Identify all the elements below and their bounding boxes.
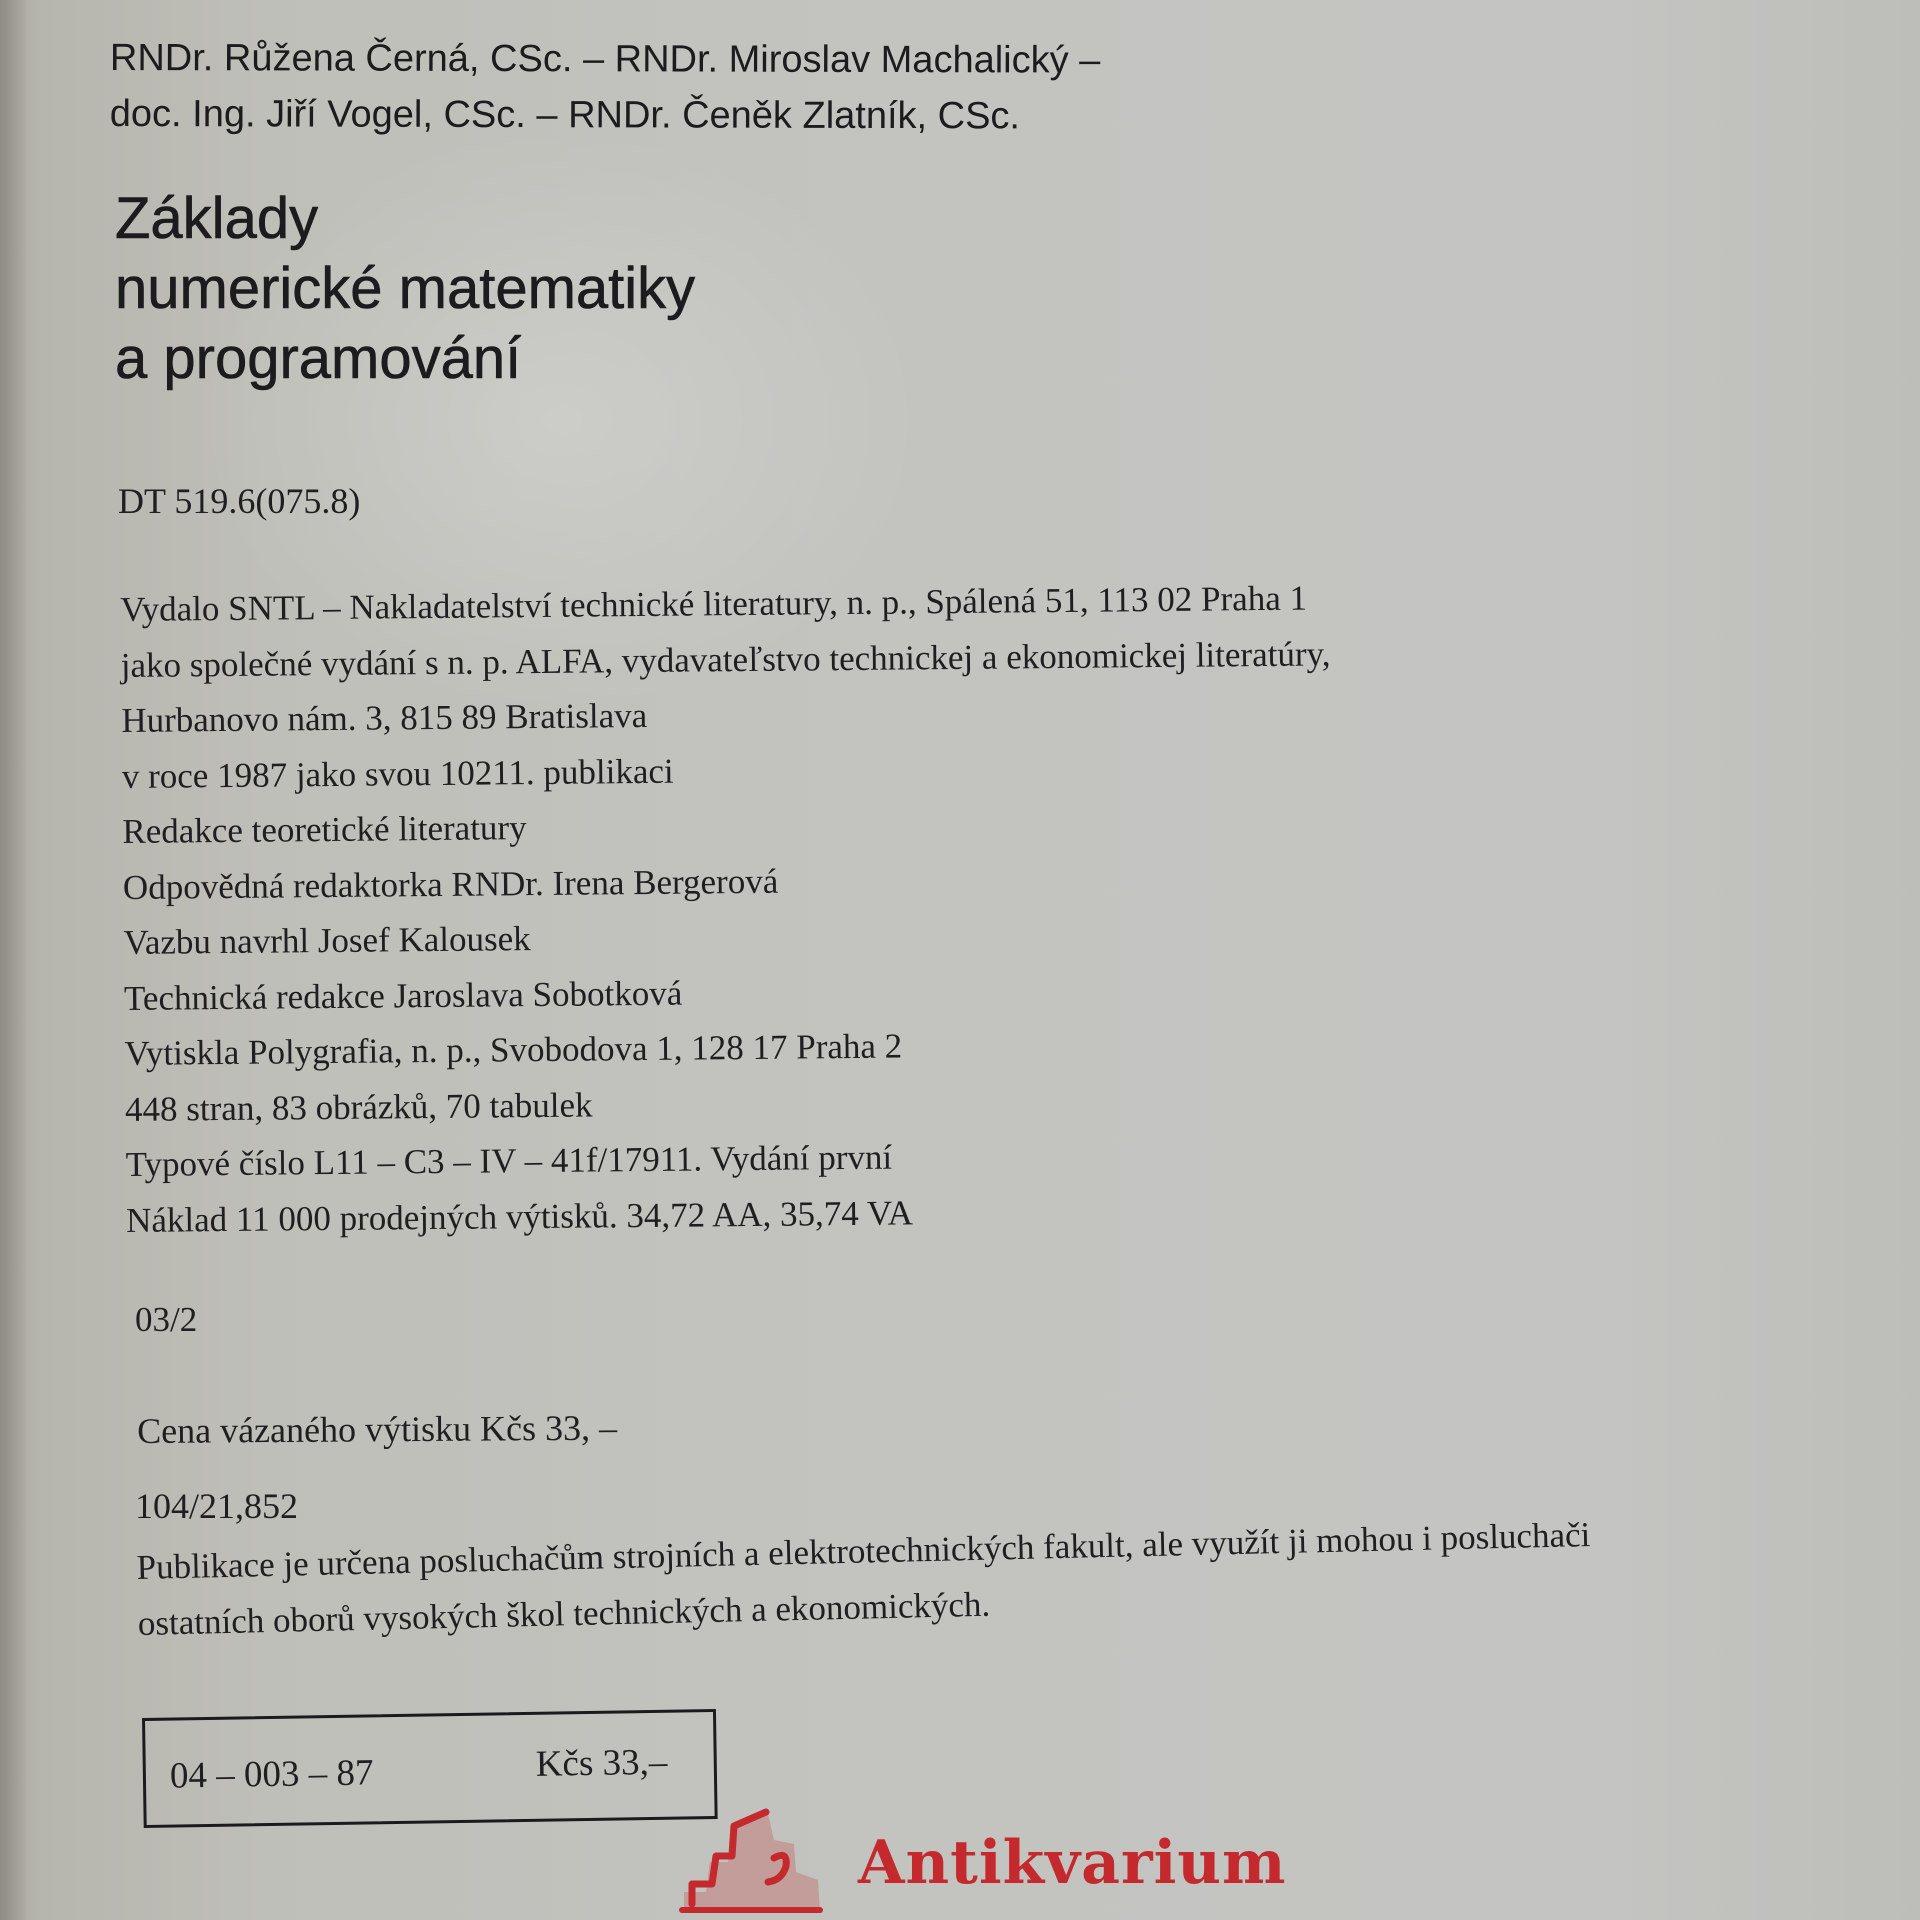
title-line-3: a programování <box>115 326 522 391</box>
imprint-line: Odpovědná redaktorka RNDr. Irena Bergerová <box>122 861 779 907</box>
classification-code: DT 519.6(075.8) <box>118 481 361 521</box>
imprint-line: v roce 1987 jako svou 10211. publikaci <box>121 751 674 796</box>
title-line-1: Základy <box>115 186 319 251</box>
price-line: Cena vázaného výtisku Kčs 33, – <box>137 1407 618 1451</box>
audience-note <box>136 1507 1592 1652</box>
imprint-line: Vydalo SNTL – Nakladatelství technické literatury, n. p., Spálená 51, 113 02 Praha 1 <box>120 578 1308 629</box>
registration-number: 104/21,852 <box>135 1486 299 1526</box>
note-line: ostatních oborů vysokých škol technických a ekonomických. <box>137 1584 991 1643</box>
book-title <box>115 184 695 394</box>
antikvarium-watermark <box>670 1800 1290 1920</box>
imprint-line: Hurbanovo nám. 3, 815 89 Bratislava <box>121 695 648 740</box>
authors-line-2: doc. Ing. Jiří Vogel, CSc. – RNDr. Čeněk Zlatník, CSc. <box>109 92 1021 138</box>
stamp-code: 04 – 003 – 87 <box>169 1752 374 1797</box>
imprint-line: Vytiskla Polygrafia, n. p., Svobodova 1, 128 17 Praha 2 <box>124 1026 903 1073</box>
note-line: Publikace je určena posluchačům strojních a elektrotechnických fakult, ale využít ji mohou i posluchači <box>136 1515 1591 1587</box>
authors-line-1: RNDr. Růžena Černá, CSc. – RNDr. Miroslav Machalický – <box>109 36 1101 82</box>
watermark-text: Antikvarium <box>858 1828 1287 1898</box>
antikvarium-logo-icon <box>670 1800 830 1920</box>
imprint-line: 448 stran, 83 obrázků, 70 tabulek <box>124 1084 593 1129</box>
stamp-price: Kčs 33,– <box>535 1741 668 1785</box>
price-stamp-box <box>142 1709 718 1828</box>
imprint-block <box>120 570 1336 1248</box>
authors <box>110 30 1101 145</box>
imprint-line: Redakce teoretické literatury <box>122 808 527 851</box>
edition-code: 03/2 <box>135 1300 198 1339</box>
imprint-line: Vazbu navrhl Josef Kalousek <box>123 919 531 962</box>
imprint-line: Typové číslo L11 – C3 – IV – 41f/17911. Vydání první <box>125 1137 893 1184</box>
imprint-line: jako společné vydání s n. p. ALFA, vydavateľstvo technickej a ekonomickej literatúry, <box>120 633 1331 685</box>
title-line-2: numerické matematiky <box>115 256 696 321</box>
imprint-line: Náklad 11 000 prodejných výtisků. 34,72 AA, 35,74 VA <box>125 1192 914 1240</box>
imprint-line: Technická redakce Jaroslava Sobotková <box>123 973 683 1018</box>
